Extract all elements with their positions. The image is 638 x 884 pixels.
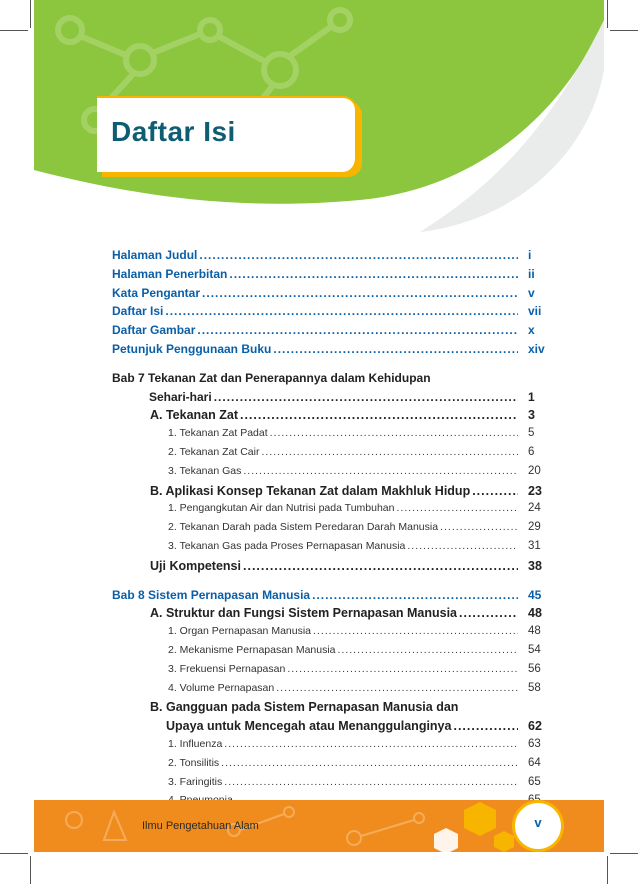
- page-title: Daftar Isi: [111, 116, 236, 147]
- toc-entry[interactable]: [112, 757, 546, 776]
- toc-entry[interactable]: [112, 738, 546, 757]
- leader-dots: [407, 540, 518, 552]
- toc-entry-page: vii: [528, 304, 542, 319]
- leader-dots: [240, 408, 518, 422]
- toc-entry-page: ii: [528, 266, 535, 281]
- leader-dots: [276, 682, 518, 694]
- toc-entry-page: 64: [528, 756, 541, 769]
- bab7-heading-cont[interactable]: Sehari-hari ..... 1: [112, 390, 546, 409]
- crop-mark: [610, 853, 638, 854]
- bab8-heading[interactable]: Bab 8 Sistem Pernapasan Manusia ..... 45: [112, 588, 546, 607]
- leader-dots: [199, 248, 518, 262]
- toc-entry-label: Halaman Judul: [112, 248, 198, 262]
- leader-dots: [243, 465, 518, 477]
- leader-dots: [338, 644, 518, 656]
- toc-entry-page: 6: [528, 445, 535, 458]
- toc-entry-label: 3. Frekuensi Pernapasan: [168, 662, 286, 675]
- bab7-items: [112, 408, 546, 577]
- leader-dots: [273, 342, 518, 356]
- toc-entry-label: Petunjuk Penggunaan Buku: [112, 341, 272, 356]
- toc-entry-page: 29: [528, 521, 541, 534]
- leader-dots: [459, 606, 518, 620]
- toc-entry[interactable]: [112, 408, 546, 427]
- page-number-badge: [512, 800, 564, 852]
- toc-entry-page: 3: [528, 408, 535, 423]
- toc-entry-page: 48: [528, 606, 542, 621]
- toc-entry-label: 3. Faringitis: [168, 775, 223, 788]
- toc-entry[interactable]: [112, 663, 546, 682]
- toc-entry[interactable]: [112, 644, 546, 663]
- toc-entry-page: 56: [528, 662, 541, 675]
- crop-mark: [607, 856, 608, 884]
- toc-entry-page: 31: [528, 539, 541, 552]
- leader-dots: [287, 663, 518, 675]
- leader-dots: [440, 521, 518, 533]
- toc-entry-label: Kata Pengantar: [112, 285, 201, 300]
- toc-entry[interactable]: [112, 304, 546, 323]
- leader-dots: [270, 427, 518, 439]
- toc-entry[interactable]: [112, 323, 546, 342]
- toc-entry-page: xiv: [528, 341, 545, 356]
- toc-entry-label: 3. Tekanan Gas: [168, 464, 242, 477]
- crop-mark: [30, 856, 31, 884]
- toc-entry-page: v: [528, 285, 535, 300]
- toc-entry-label: 3. Tekanan Gas pada Proses Pernapasan Manusia: [168, 539, 406, 552]
- toc-entry[interactable]: [112, 465, 546, 484]
- toc-entry[interactable]: [112, 484, 546, 503]
- toc-entry-label: 2. Tekanan Zat Cair: [168, 445, 260, 458]
- toc-entry-page: 20: [528, 464, 541, 477]
- toc-entry-label: 1. Pengangkutan Air dan Nutrisi pada Tumbuhan: [168, 502, 395, 515]
- toc-entry-page: x: [528, 323, 535, 338]
- toc-entry-label: Daftar Isi: [112, 304, 164, 319]
- toc-entry-page: 65: [528, 775, 541, 788]
- toc-entry-b-cont[interactable]: Upaya untuk Mencegah atau Menanggulanginya ..... 62: [112, 719, 546, 738]
- leader-dots: [224, 776, 518, 788]
- toc-entry-page: 63: [528, 737, 541, 750]
- leader-dots: [397, 502, 519, 514]
- toc-entry[interactable]: [112, 286, 546, 305]
- leader-dots: [229, 267, 518, 281]
- book-title: Ilmu Pengetahuan Alam: [142, 820, 259, 832]
- toc-entry[interactable]: [112, 248, 546, 267]
- toc-entry[interactable]: [112, 559, 546, 578]
- toc-entry-page: 48: [528, 625, 541, 638]
- toc-entry-page: 54: [528, 643, 541, 656]
- leader-dots: [261, 446, 518, 458]
- toc-entry-label: Halaman Penerbitan: [112, 266, 228, 281]
- toc-entry-label: Uji Kompetensi: [150, 558, 241, 573]
- front-matter-list: [112, 248, 546, 361]
- toc-entry-page: 5: [528, 427, 535, 440]
- toc-entry-page: 23: [528, 483, 542, 498]
- toc-entry-label: A. Tekanan Zat: [150, 408, 238, 423]
- toc-entry[interactable]: [112, 446, 546, 465]
- toc-entry-label: 2. Mekanisme Pernapasan Manusia: [168, 643, 336, 656]
- leader-dots: [221, 757, 518, 769]
- leader-dots: [243, 559, 518, 573]
- toc-entry-page: 38: [528, 558, 542, 573]
- toc-entry-label: 1. Tekanan Zat Padat: [168, 427, 268, 440]
- toc-entry[interactable]: [112, 625, 546, 644]
- table-of-contents: [112, 248, 546, 813]
- toc-entry-label: 1. Influenza: [168, 737, 223, 750]
- toc-entry[interactable]: [112, 267, 546, 286]
- toc-entry-label: B. Aplikasi Konsep Tekanan Zat dalam Makhluk Hidup: [150, 483, 471, 498]
- toc-entry[interactable]: [112, 502, 546, 521]
- page-number: v: [534, 815, 542, 830]
- toc-entry[interactable]: [112, 606, 546, 625]
- toc-entry[interactable]: [112, 776, 546, 795]
- toc-entry[interactable]: [112, 521, 546, 540]
- bab8-items: [112, 606, 546, 700]
- title-box: [97, 96, 357, 172]
- toc-entry[interactable]: [112, 682, 546, 701]
- toc-entry-page: 24: [528, 502, 541, 515]
- leader-dots: [224, 738, 518, 750]
- leader-dots: [165, 304, 518, 318]
- leader-dots: [197, 323, 518, 337]
- leader-dots: [313, 625, 518, 637]
- toc-entry-b[interactable]: B. Gangguan pada Sistem Pernapasan Manusia dan: [150, 700, 459, 715]
- leader-dots: [472, 484, 518, 498]
- toc-entry[interactable]: [112, 427, 546, 446]
- toc-entry[interactable]: [112, 342, 546, 361]
- toc-entry-label: Daftar Gambar: [112, 323, 196, 338]
- toc-entry[interactable]: [112, 540, 546, 559]
- toc-entry-label: A. Struktur dan Fungsi Sistem Pernapasan Manusia: [150, 606, 458, 621]
- toc-entry-page: 58: [528, 681, 541, 694]
- toc-entry-page: i: [528, 248, 532, 262]
- crop-mark: [0, 853, 28, 854]
- toc-entry-label: 2. Tonsilitis: [168, 756, 220, 769]
- bab7-heading[interactable]: Bab 7 Tekanan Zat dan Penerapannya dalam Kehidupan: [112, 370, 431, 385]
- toc-entry-label: 4. Volume Pernapasan: [168, 681, 275, 694]
- leader-dots: [202, 286, 518, 300]
- toc-entry-label: 2. Tekanan Darah pada Sistem Peredaran Darah Manusia: [168, 521, 439, 534]
- toc-entry-label: 1. Organ Pernapasan Manusia: [168, 625, 312, 638]
